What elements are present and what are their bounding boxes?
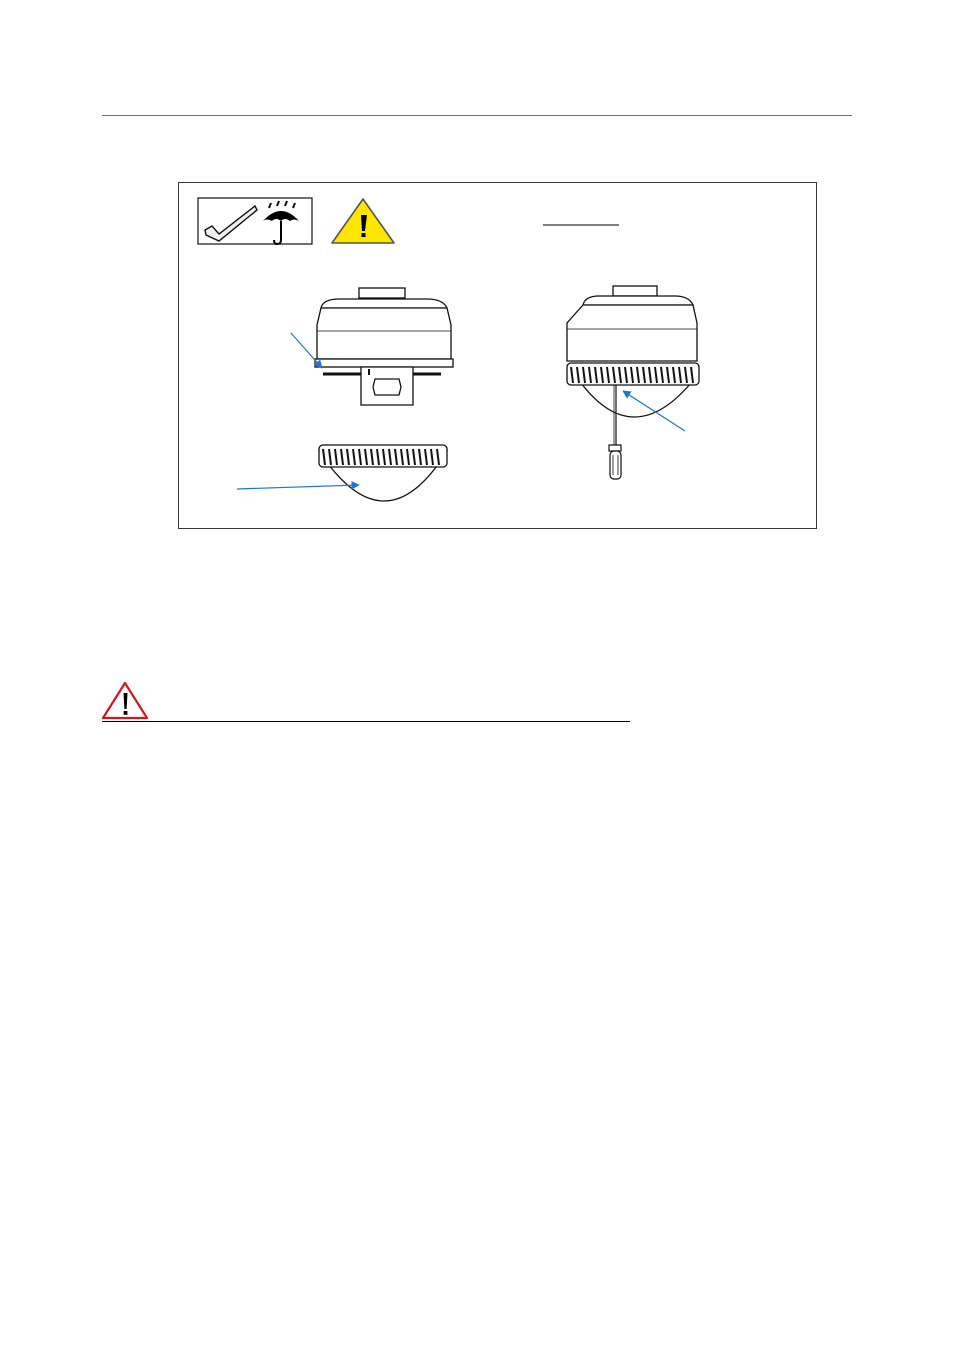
installation-figure [178, 182, 817, 529]
camera-housing-left [315, 288, 453, 405]
installation-figure-drawing [179, 183, 818, 530]
caution-triangle-icon [332, 199, 394, 243]
dome-cover-left [319, 445, 447, 501]
header-rule [102, 115, 852, 116]
callout-arrow-dome [237, 485, 359, 489]
danger-triangle-icon [102, 680, 152, 722]
warning-block [102, 680, 632, 724]
warning-underline [102, 721, 630, 722]
handling-symbols-box [198, 198, 312, 244]
